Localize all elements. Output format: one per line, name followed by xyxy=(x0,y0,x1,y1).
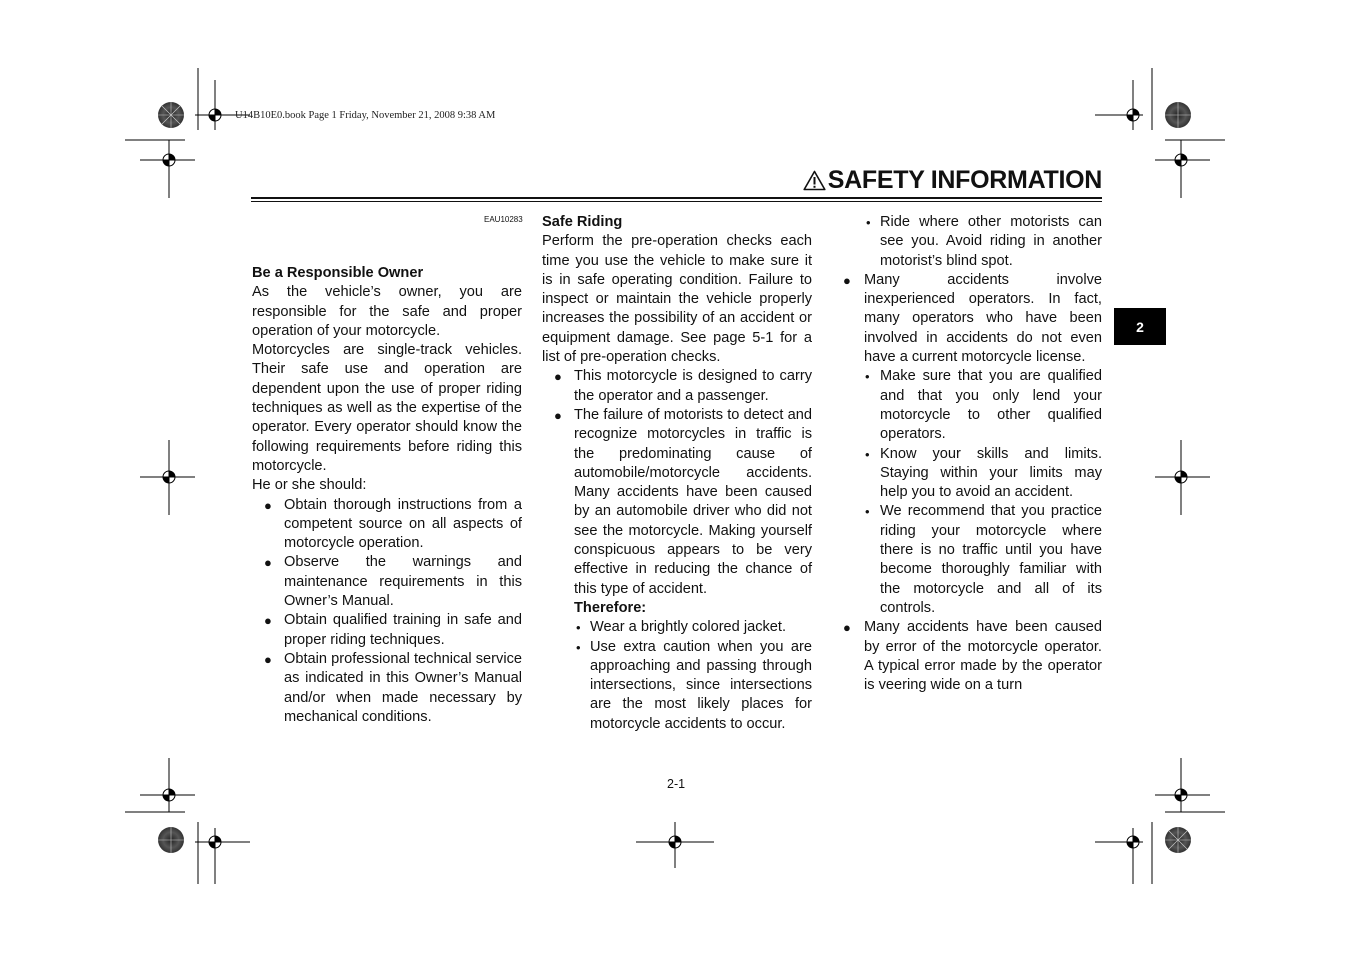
sub-bullet-icon: • xyxy=(576,639,581,655)
heading-safe-riding: Safe Riding xyxy=(542,214,623,230)
list-item-text: Use extra caution when you are approaching and passing through intersections, since intersections are the most likely places for motorcycle accidents to occur. xyxy=(590,638,812,732)
sub-bullet-icon: • xyxy=(866,215,871,230)
paragraph: Motorcycles are single-track vehicles. Their safe use and operation are dependent upon the use of proper riding techniques as well as the expertise of the operator. Every operator should know the following requirements before riding this motorcycle. xyxy=(252,342,522,474)
list-item xyxy=(252,650,522,727)
paragraph: He or she should: xyxy=(252,477,367,494)
list-item-text: Many accidents have been caused by error of the motorcycle operator. A typical error made by the operator is veering wide on a turn xyxy=(864,619,1102,694)
sub-bullet-icon: • xyxy=(865,369,870,385)
list-item xyxy=(864,367,1102,444)
list-item xyxy=(842,618,1102,695)
heading-responsible-owner: Be a Responsible Owner xyxy=(252,265,424,281)
list-item-text: Know your skills and limits. Staying within your limits may help you to avoid an accident. xyxy=(880,445,1102,501)
sub-bullet-icon: • xyxy=(865,504,870,520)
list-item xyxy=(574,618,812,637)
list-item-text: Obtain thorough instructions from a competent source on all aspects of motorcycle operation. xyxy=(284,496,522,552)
bullet-icon: ● xyxy=(554,407,562,423)
list-item xyxy=(864,502,1102,618)
list-item xyxy=(252,553,522,611)
bullet-icon: ● xyxy=(264,497,272,513)
list-item-text: Make sure that you are qualified and that you only lend your motorcycle to other qualified operators. xyxy=(880,368,1102,443)
list-item-text: We recommend that you practice riding your motorcycle where there is no traffic until you have become thoroughly familiar with the motorcycle and all of its controls. xyxy=(880,503,1102,616)
list-item xyxy=(842,271,1102,618)
bullet-list xyxy=(252,496,522,728)
paragraph: As the vehicle’s owner, you are responsible for the safe and proper operation of your motorcycle. xyxy=(252,284,522,339)
paragraph: Perform the pre-operation checks each time you use the vehicle to make sure it is in safe operating condition. Failure to inspect or maintain the vehicle properly increases the possibility of an accident or equipment damage. See page 5-1 for a list of pre-operation checks. xyxy=(542,233,812,366)
sub-bullet-list xyxy=(864,213,1102,271)
chapter-tab: 2 xyxy=(1114,308,1166,345)
bullet-icon: ● xyxy=(554,369,562,385)
list-item-text: Obtain qualified training in safe and proper riding techniques. xyxy=(284,612,522,648)
list-item-text: This motorcycle is designed to carry the operator and a passenger. xyxy=(574,368,812,404)
header-rule-thin xyxy=(251,201,1102,202)
bullet-list xyxy=(542,367,812,599)
list-item xyxy=(864,445,1102,503)
list-item xyxy=(252,611,522,650)
page-number: 2-1 xyxy=(667,777,686,791)
bullet-icon: ● xyxy=(264,555,272,571)
therefore-label: Therefore: xyxy=(574,599,647,616)
sub-bullet-list xyxy=(574,618,812,734)
header-rule xyxy=(251,197,1102,199)
bullet-icon: ● xyxy=(264,613,272,629)
list-item-text: Obtain professional technical service as indicated in this Owner’s Manual and/or when made necessary by mechanical conditions. xyxy=(284,650,522,725)
sub-bullet-list xyxy=(864,367,1102,618)
column-2 xyxy=(542,213,812,734)
list-item xyxy=(574,638,812,734)
list-item xyxy=(252,496,522,554)
bullet-list xyxy=(842,271,1102,696)
list-item-text: The failure of motorists to detect and recognize motorcycles in traffic is the predominating cause of automobile/motorcycle accidents. Many accidents have been caused by an automobile driver who did not see the motorcycle. Making yourself conspicuous appears to be very effective in reducing the chance of this type of accident. xyxy=(574,406,812,597)
list-item xyxy=(542,367,812,406)
bullet-icon: ● xyxy=(843,272,851,288)
column-3 xyxy=(842,213,1102,695)
list-item-text: Ride where other motorists can see you. Avoid riding in another motorist’s blind spot. xyxy=(880,214,1102,269)
title-text: SAFETY INFORMATION xyxy=(827,166,1102,194)
list-item-text: Wear a brightly colored jacket. xyxy=(590,619,787,636)
file-info: U14B10E0.book Page 1 Friday, November 21, 2008 9:38 AM xyxy=(235,110,496,121)
column-1 xyxy=(252,264,522,727)
list-item-text: Observe the warnings and maintenance requirements in this Owner’s Manual. xyxy=(284,554,522,610)
section-code: EAU10283 xyxy=(484,215,523,224)
warning-triangle-icon xyxy=(803,170,826,191)
bullet-icon: ● xyxy=(843,620,851,636)
list-item xyxy=(864,213,1102,271)
list-item xyxy=(542,406,812,599)
page-title xyxy=(803,166,1102,195)
sub-bullet-icon: • xyxy=(576,620,581,636)
list-item-text: Many accidents involve inexperienced operators. In fact, many operators who have been involved in accidents do not even have a current motorcycle license. xyxy=(864,271,1102,366)
bullet-icon: ● xyxy=(264,651,272,667)
sub-bullet-icon: • xyxy=(865,446,870,462)
